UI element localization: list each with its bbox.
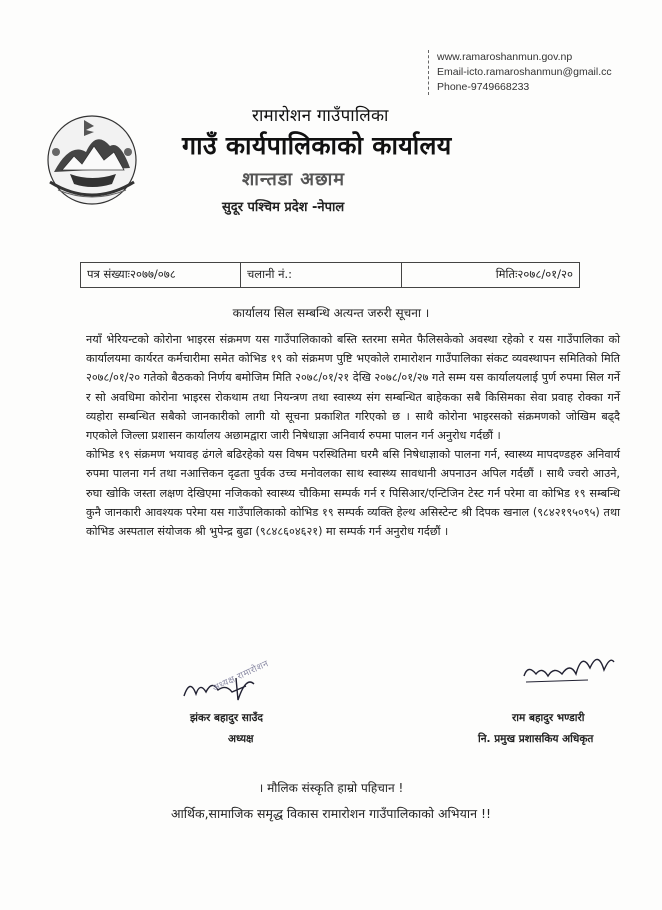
office-title: गाउँ कार्यपालिकाको कार्यालय: [182, 131, 452, 160]
letter-date: मितिः२०७८/०१/२०: [495, 267, 573, 281]
dispatch-number: चलानी नं.:: [241, 263, 402, 287]
left-signatory-name: झंकर बहादुर साउँद: [190, 712, 263, 724]
phone-text: Phone-9749668233: [437, 81, 530, 93]
municipality-name: रामारोशन गाउँपालिका: [252, 106, 389, 126]
province-name: सुदूर पश्चिम प्रदेश -नेपाल: [222, 200, 345, 215]
body-paragraph-2: कोभिड १९ संक्रमण भयावह ढंगले बढिरहेको यस विषम परस्थितिमा घरमै बसि निषेधाज्ञाको पालना गर्न, स्वास्थ्य मापदण्डहरु अनिवार्य रुपमा पालना गर्न तथा नआत्तिकन दृढता पुर्वक उच्च मनोवलका साथ स्वास्थ्य सावधानी अपनाउन अपिल गर्दछौं । साथै ज्वरो आउने, रुघा खोकि जस्ता लक्षण देखिएमा नजिकको स्वास्थ्य चौकिमा सम्पर्क गर्न र पिसिआर/एन्टिजिन टेस्ट गर्न परेमा वा कोभिड १९ सम्बन्धि कुनै जानकारी आवश्यक परेमा यस गाउँपालिकाको कोभिड १९ सम्पर्क व्यक्ति हेल्थ असिस्टेन्ट श्री दिपक खनाल (९८४२१९५०९५) तथा कोभिड अस्पताल संयोजक श्री भुपेन्द्र बुढा (९८४८६०४६२१) मा सम्पर्क गर्न अनुरोध गर्दछौं ।: [86, 448, 620, 539]
right-signature-icon: [518, 646, 618, 686]
left-stamp: अध्यक्ष रामारोशन: [211, 659, 271, 694]
footer-slogan-2: आर्थिक,सामाजिक समृद्ध विकास रामारोशन गाउँपालिकाको अभियान !!: [170, 806, 492, 821]
left-signatory-role: अध्यक्ष: [228, 733, 254, 745]
contact-block: [428, 50, 662, 95]
nepal-emblem-icon: [40, 112, 144, 208]
right-signatory-name: राम बहादुर भण्डारी: [512, 712, 585, 724]
reference-row: [80, 262, 580, 288]
notice-body: [86, 330, 620, 541]
footer-slogan-1: । मौलिक संस्कृति हाम्रो पहिचान !: [258, 781, 404, 795]
website-text: www.ramaroshanmun.gov.np: [437, 51, 573, 63]
right-signatory-role: नि. प्रमुख प्रशासकिय अधिकृत: [478, 733, 594, 745]
letter-number: पत्र संख्याः२०७७/०७८: [81, 263, 241, 287]
place-name: शान्तडा अछाम: [242, 169, 346, 190]
email-text: Email-icto.ramaroshanmun@gmail.cc: [437, 66, 612, 78]
notice-title: कार्यालय सिल सम्बन्धि अत्यन्त जरुरी सूचना ।: [232, 306, 430, 320]
body-paragraph-1: नयाँ भेरियन्टको कोरोना भाइरस संक्रमण यस गाउँपालिकाको बस्ति स्तरमा समेत फैलिसकेको अवस्था रहेको र यस गाउँपालिका को कार्यालयमा कार्यरत कर्मचारीमा समेत कोभिड १९ को संक्रमण पुष्टि भएकोले रामारोशन गाउँपालिका संकट व्यवस्थापन समितिको मिति २०७८/०१/२० गतेको बैठकको निर्णय बमोजिम मिति २०७८/०१/२१ देखि २०७८/०१/२७ गते सम्म यस कार्यालयलाई पुर्ण रुपमा सिल गर्ने र सो अवधिमा कोरोना भाइरस रोकथाम तथा नियन्त्रण तथा स्वास्थ्य संग सम्बन्धित बाहेकका सबै किसिमका सेवा प्रवाह रोक्का गर्ने व्यहोरा सम्बन्धित सबैको जानकारीको लागी यो सूचना प्रकाशित गरिएको छ । साथै कोरोना भाइरसको संक्रमणको जोखिम बढ्दै गएकोले जिल्ला प्रशासन कार्यालय अछामद्वारा जारी निषेधाज्ञा अनिवार्य रुपमा पालन गर्न अनुरोध गर्दछौं ।: [86, 333, 620, 443]
